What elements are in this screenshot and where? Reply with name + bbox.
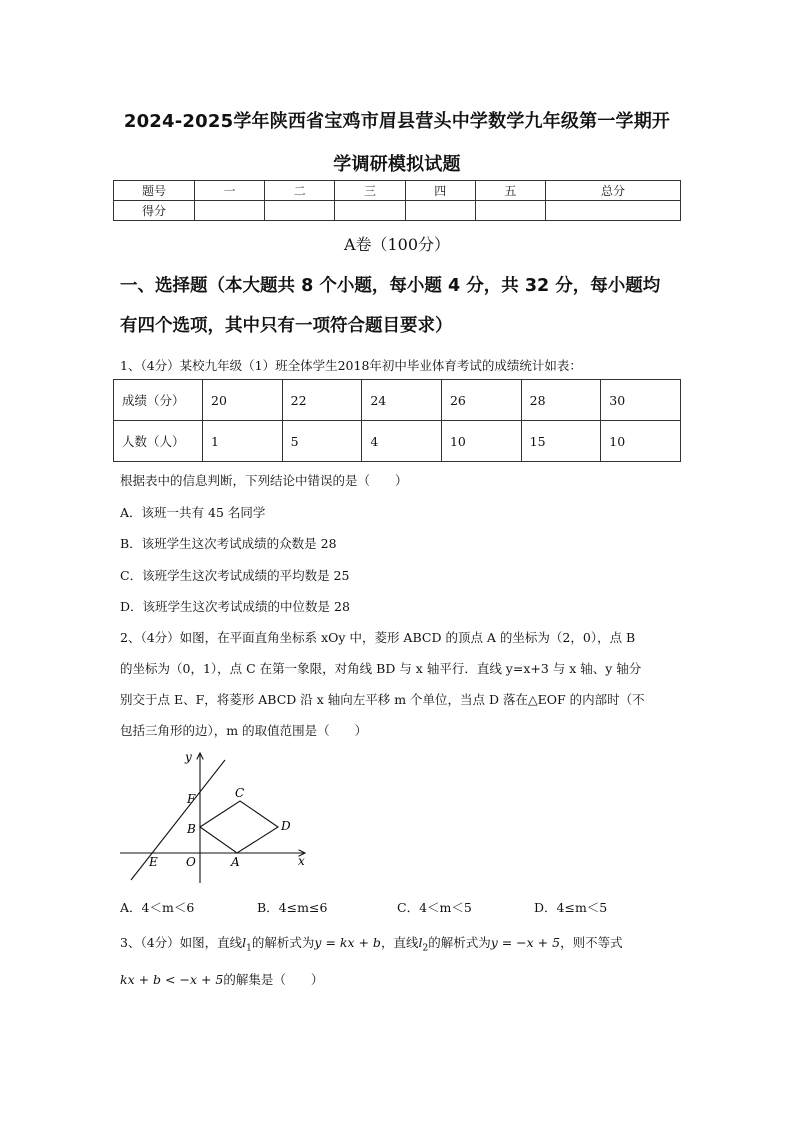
- score-input-cell[interactable]: [546, 201, 681, 221]
- score-input-cell[interactable]: [335, 201, 405, 221]
- part-one-heading-line-2: 有四个选项，其中只有一项符合题目要求）: [120, 316, 453, 336]
- table-cell: 15: [521, 421, 601, 462]
- score-table-header-row: [114, 181, 681, 201]
- table-cell: 20: [203, 380, 283, 421]
- q3-stem-line-2: [120, 970, 323, 988]
- score-input-cell[interactable]: [475, 201, 545, 221]
- table-cell: 24: [362, 380, 442, 421]
- table-row: [114, 380, 681, 421]
- q1-option-a[interactable]: A．该班一共有 45 名同学: [120, 505, 266, 520]
- label-y: y: [185, 750, 192, 764]
- q2-stem-line-3: 别交于点 E、F，将菱形 ABCD 沿 x 轴向左平移 m 个单位，当点 D 落在△EOF 的内部时（不: [120, 692, 645, 707]
- score-input-cell[interactable]: [405, 201, 475, 221]
- score-cell: 二: [265, 181, 335, 201]
- q3-expr2: y = −x + 5: [490, 935, 561, 950]
- q3-l1: l: [242, 935, 247, 950]
- table-cell: 10: [441, 421, 521, 462]
- table-cell: 22: [282, 380, 362, 421]
- q3-stem-line-1: [120, 933, 623, 954]
- table-row: [114, 421, 681, 462]
- part-one-heading-line-1: 一、选择题（本大题共 8 个小题，每小题 4 分，共 32 分，每小题均: [120, 276, 661, 296]
- table-cell: 1: [203, 421, 283, 462]
- exam-title-line-2: 学调研模拟试题: [333, 154, 461, 175]
- q3-l2: l: [418, 935, 423, 950]
- score-cell: 五: [475, 181, 545, 201]
- q2-option-c[interactable]: C．4＜m＜5: [397, 900, 472, 915]
- q2-stem-line-1: 2、（4分）如图，在平面直角坐标系 xOy 中，菱形 ABCD 的顶点 A 的坐标为（2，0），点 B: [120, 630, 636, 645]
- q1-score-table: [113, 379, 681, 462]
- score-cell: 四: [405, 181, 475, 201]
- score-input-cell[interactable]: [265, 201, 335, 221]
- q1-question: 根据表中的信息判断，下列结论中错误的是（ ）: [120, 473, 408, 488]
- q3-text: ，则不等式: [560, 935, 623, 950]
- table-cell: 4: [362, 421, 442, 462]
- q3-text: 3、（4分）如图，直线: [120, 935, 243, 950]
- q3-inequality: kx + b < −x + 5: [120, 972, 224, 987]
- q3-l2-sub: 2: [422, 943, 429, 954]
- q2-stem-line-4: 包括三角形的边），m 的取值范围是（ ）: [120, 723, 368, 738]
- label-e: E: [149, 855, 158, 869]
- label-f: F: [187, 792, 196, 806]
- label-a: A: [231, 855, 240, 869]
- score-cell: 得分: [114, 201, 195, 221]
- q3-text: 的解集是（ ）: [223, 972, 324, 987]
- score-table: [113, 180, 681, 221]
- score-cell: 题号: [114, 181, 195, 201]
- q1-option-d[interactable]: D．该班学生这次考试成绩的中位数是 28: [120, 599, 350, 614]
- rhombus-abcd: [200, 801, 278, 853]
- q3-expr1: y = kx + b: [314, 935, 381, 950]
- q2-option-d[interactable]: D．4≤m＜5: [534, 900, 608, 915]
- label-x: x: [298, 854, 305, 868]
- q3-text: 的解析式为: [428, 935, 491, 950]
- score-cell: 三: [335, 181, 405, 201]
- q1-option-c[interactable]: C．该班学生这次考试成绩的平均数是 25: [120, 568, 350, 583]
- q1-option-b[interactable]: B．该班学生这次考试成绩的众数是 28: [120, 536, 337, 551]
- q1-stem: 1、（4分）某校九年级（1）班全体学生2018年初中毕业体育考试的成绩统计如表：: [120, 358, 582, 373]
- q2-stem-line-2: 的坐标为（0，1），点 C 在第一象限，对角线 BD 与 x 轴平行．直线 y=x+3 与 x 轴、y 轴分: [120, 661, 642, 676]
- q2-option-a[interactable]: A．4＜m＜6: [120, 900, 195, 915]
- exam-title-line-1: 2024-2025学年陕西省宝鸡市眉县营头中学数学九年级第一学期开: [123, 111, 671, 132]
- score-cell: 总分: [546, 181, 681, 201]
- score-input-cell[interactable]: [195, 201, 265, 221]
- label-d: D: [281, 819, 291, 833]
- label-b: B: [187, 822, 196, 836]
- table-cell: 5: [282, 421, 362, 462]
- q3-l1-sub: 1: [246, 943, 252, 954]
- q3-text: 的解析式为: [251, 935, 315, 950]
- table-cell: 28: [521, 380, 601, 421]
- table-cell: 30: [601, 380, 681, 421]
- label-c: C: [235, 786, 245, 800]
- q2-figure: [115, 745, 315, 890]
- score-table-value-row: [114, 201, 681, 221]
- label-o: O: [186, 855, 196, 869]
- score-cell: 一: [195, 181, 265, 201]
- q3-text: ，直线: [380, 935, 419, 950]
- section-a-heading: A卷（100分）: [343, 235, 451, 254]
- table-cell: 人数（人）: [114, 421, 203, 462]
- q2-option-b[interactable]: B．4≤m≤6: [257, 900, 328, 915]
- table-cell: 成绩（分）: [114, 380, 203, 421]
- table-cell: 26: [441, 380, 521, 421]
- table-cell: 10: [601, 421, 681, 462]
